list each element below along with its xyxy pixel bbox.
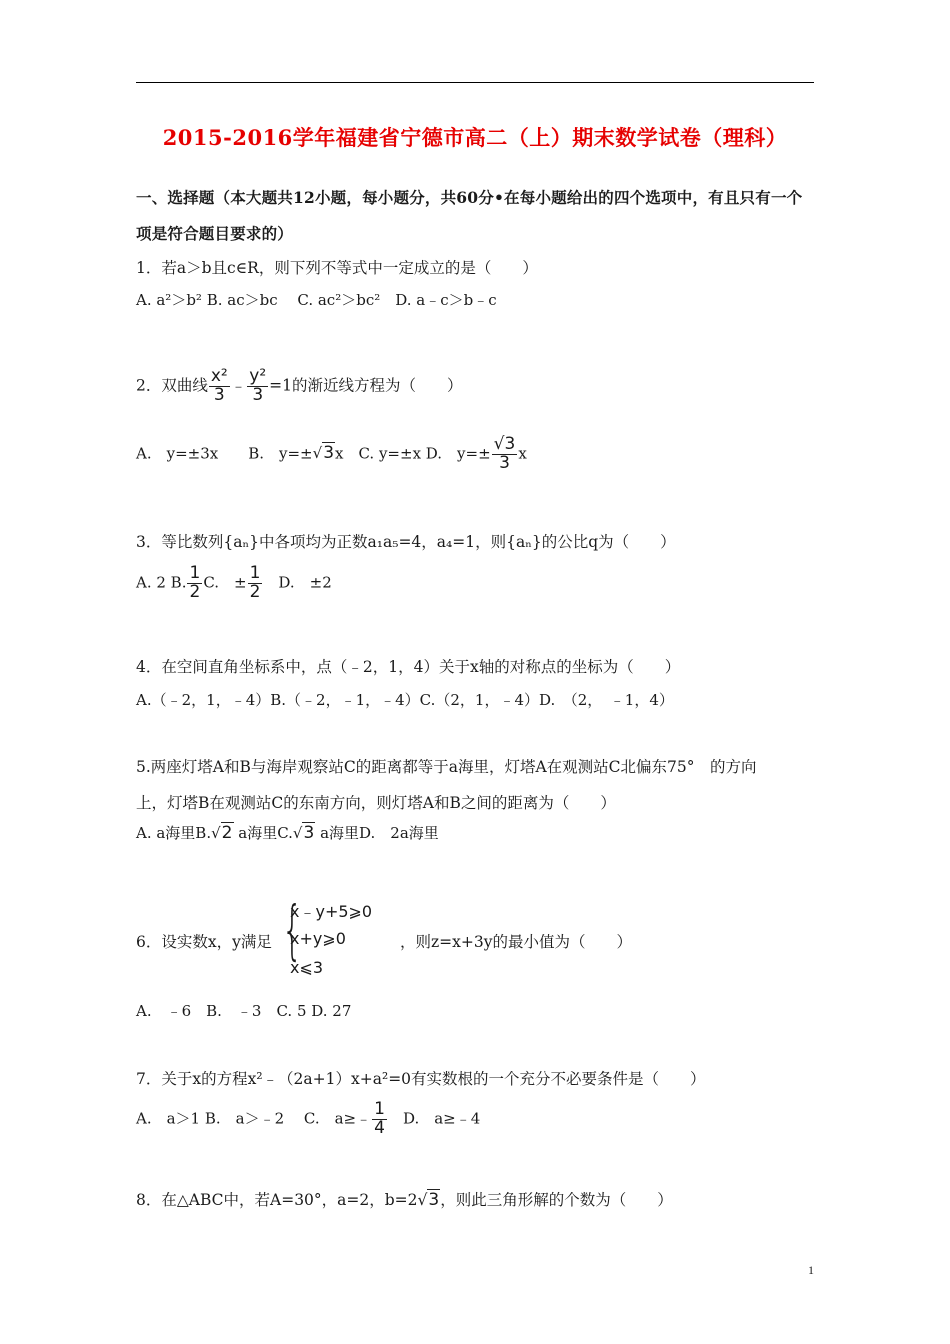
inequality-row-1: x﹣y+5⩾0 xyxy=(290,902,373,921)
question-5-line2: 上，灯塔B在观测站C的东南方向，则灯塔A和B之间的距离为（ ） xyxy=(136,794,616,812)
question-5-line1: 5.两座灯塔A和B与海岸观察站C的距离都等于a海里，灯塔A在观测站C北偏东75° 的方向 xyxy=(136,758,757,776)
minus-sign: ﹣ xyxy=(230,376,247,395)
fraction-x2-over-3: $\frac{\text{x²}}{3}$ xyxy=(210,366,228,405)
question-2-stem xyxy=(136,368,463,405)
question-2-prefix: 2．双曲线 xyxy=(136,376,208,395)
question-4-stem: 4．在空间直角坐标系中，点（﹣2，1，4）关于x轴的对称点的坐标为（ ） xyxy=(136,658,681,676)
inequality-row-3: x⩽3 xyxy=(290,958,324,977)
inequality-row-2: x+y⩾0 xyxy=(290,929,346,948)
question-1-options: A. a²＞b² B. ac＞bc C. ac²＞bc² D. a﹣c＞b﹣c xyxy=(136,291,497,309)
page-number: 1 xyxy=(808,1263,814,1277)
question-7-stem: 7．关于x的方程x²﹣（2a+1）x+a²=0有实数根的一个充分不必要条件是（ ） xyxy=(136,1070,706,1088)
sqrt-3: √3 xyxy=(312,443,335,464)
question-6-suffix: ，则z=x+3y的最小值为（ ） xyxy=(400,933,633,951)
sqrt-3: √3 xyxy=(292,823,315,843)
left-brace-icon: { xyxy=(282,894,303,968)
question-8-stem: 8．在△ABC中，若A=30°，a=2，b=2√3，则此三角形解的个数为（ ） xyxy=(136,1190,673,1210)
question-4-options: A.（﹣2，1，﹣4）B.（﹣2，﹣1，﹣4）C.（2，1，﹣4）D. （2， ﹣1，4） xyxy=(136,691,674,709)
sqrt-3: √3 xyxy=(417,1190,440,1210)
fraction-one-quarter: $\frac{1}{4}$ xyxy=(374,1099,385,1138)
question-3-options: A. 2 B. $\frac{1}{2}$ C. ± $\frac{1}{2}$ D. ±2 xyxy=(136,563,332,602)
question-3-stem: 3．等比数列{aₙ}中各项均为正数a₁a₅=4，a₄=1，则{aₙ}的公比q为（ ） xyxy=(136,533,676,551)
question-6-prefix: 6．设实数x，y满足 xyxy=(136,933,272,951)
fraction-y2-over-3: $\frac{\text{y²}}{3}$ xyxy=(249,366,267,405)
fraction-one-half: $\frac{1}{2}$ xyxy=(189,563,201,602)
header-rule xyxy=(136,82,814,83)
question-2-suffix: =1的渐近线方程为（ ） xyxy=(269,376,463,395)
question-1-stem: 1．若a＞b且c∈R，则下列不等式中一定成立的是（ ） xyxy=(136,259,538,277)
question-5-options: A. a海里B.√2 a海里C.√3 a海里D. 2a海里 xyxy=(136,823,439,843)
section-heading-line2: 项是符合题目要求的） xyxy=(136,224,294,243)
sqrt-2: √2 xyxy=(211,823,233,843)
fraction-one-half: $\frac{1}{2}$ xyxy=(249,563,261,602)
fraction-sqrt3-over-3: $\frac{√3}{3}$ xyxy=(493,434,516,473)
page-title: 2015-2016学年福建省宁德市高二（上）期末数学试卷（理科） xyxy=(162,125,788,150)
section-heading-line1: 一、选择题（本大题共12小题，每小题分，共60分•在每小题给出的四个选项中，有且只有一个 xyxy=(136,188,803,207)
question-6-options: A. ﹣6 B. ﹣3 C. 5 D. 27 xyxy=(136,1002,352,1020)
question-7-options: A. a＞1 B. a＞﹣2 C. a≥﹣ $\frac{1}{4}$ D. a≥﹣4 xyxy=(136,1099,481,1138)
question-2-options: A. y=±3x B. y=±√3x C. y=±x D. y=± $\frac{√3}{3}$ x xyxy=(136,434,527,473)
